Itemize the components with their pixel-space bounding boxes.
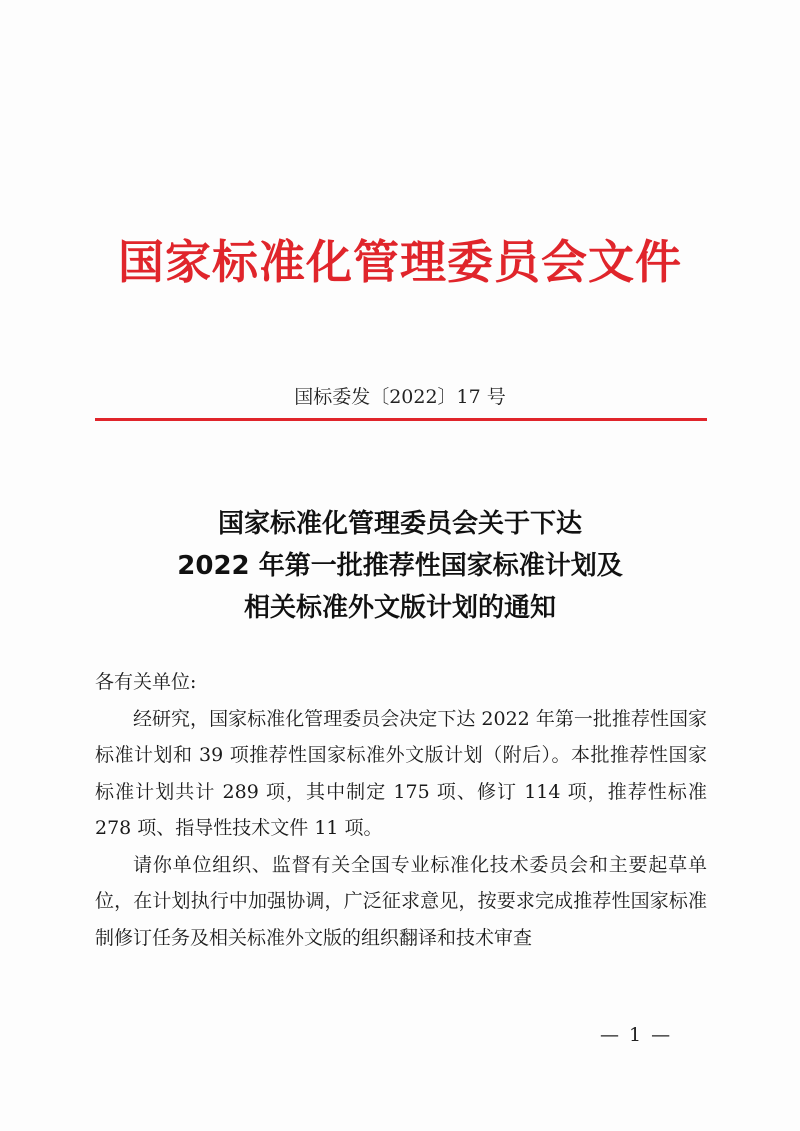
page-number: — 1 —	[600, 1024, 673, 1046]
red-divider-line	[95, 418, 707, 421]
paragraph-1: 经研究，国家标准化管理委员会决定下达 2022 年第一批推荐性国家标准计划和 39 项推荐性国家标准外文版计划（附后）。本批推荐性国家标准计划共计 289 项，其中制定 175 项、修订 114 项，推荐性标准 278 项、指导性技术文件 11 项。	[95, 707, 707, 839]
document-body	[95, 664, 707, 956]
title-line-2: 2022 年第一批推荐性国家标准计划及	[177, 551, 623, 581]
masthead-title: 国家标准化管理委员会文件	[118, 235, 682, 289]
document-title	[0, 503, 800, 629]
title-line-3: 相关标准外文版计划的通知	[243, 593, 556, 623]
paragraph-2: 请你单位组织、监督有关全国专业标准化技术委员会和主要起草单位，在计划执行中加强协调，广泛征求意见，按要求完成推荐性国家标准制修订任务及相关标准外文版的组织翻译和技术审查	[95, 853, 707, 949]
salutation: 各有关单位:	[95, 671, 197, 693]
title-line-1: 国家标准化管理委员会关于下达	[217, 509, 582, 539]
document-number: 国标委发〔2022〕17 号	[294, 386, 506, 408]
